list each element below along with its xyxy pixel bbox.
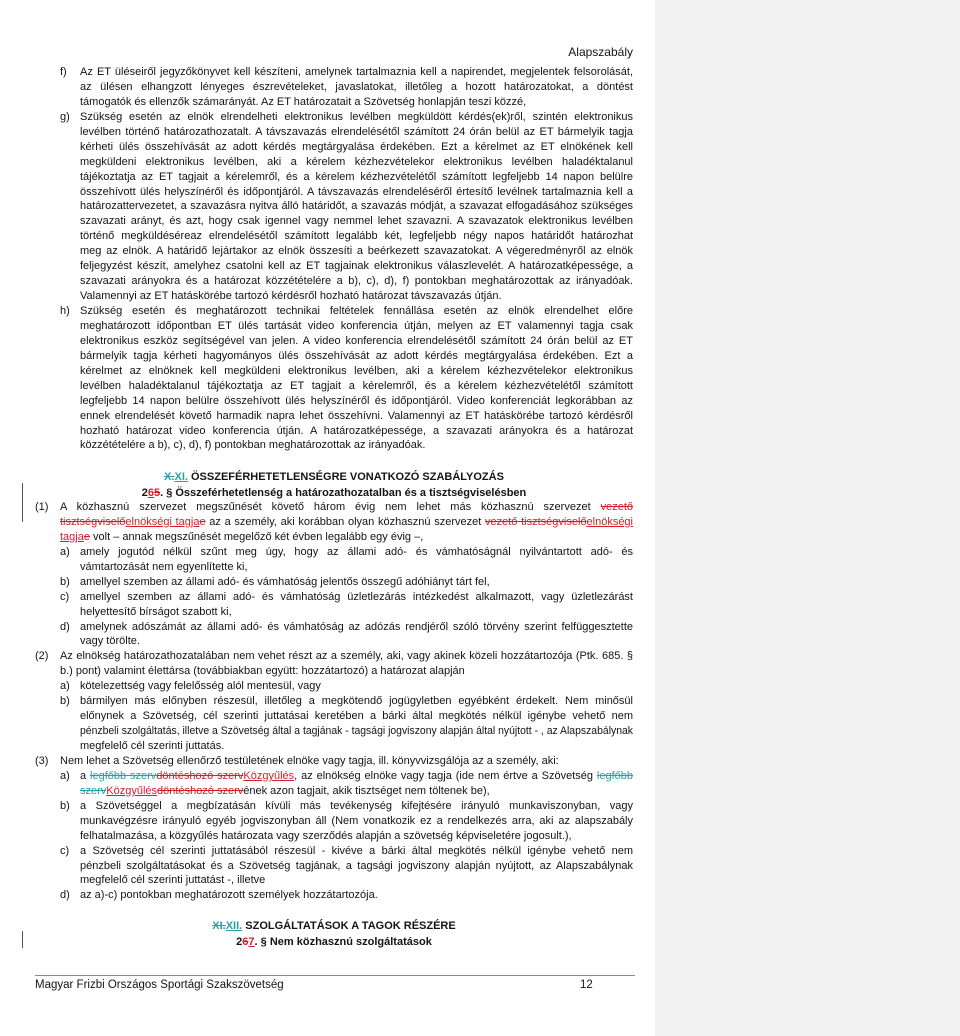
item-label: (2) bbox=[35, 650, 49, 663]
text-line bbox=[80, 364, 633, 379]
deleted-text: 5 bbox=[153, 487, 161, 499]
text-run: 2 bbox=[141, 487, 148, 499]
item-label: b) bbox=[60, 799, 70, 812]
section-heading bbox=[35, 935, 633, 950]
line-text: meghatározott időpontban ET ülés tartását video konferencia útján, melyen az ET valamennyi tagja csak bbox=[80, 319, 633, 332]
comment-pane bbox=[655, 0, 960, 1036]
line-text: Az elnökség határozathozatalában nem vehet részt az a személy, aki, vagy akinek közeli hozzátartozója (Ptk. 685. § bbox=[60, 650, 633, 663]
text-line bbox=[80, 620, 633, 635]
line-text: Nem lehet a Szövetség ellenőrző testületének elnöke vagy tagja, ill. könyvvizsgálója az a személy, aki: bbox=[60, 754, 559, 767]
item-label: b) bbox=[60, 695, 70, 708]
deleted-text: döntéshozó szerv bbox=[157, 784, 244, 797]
line-text: kötelezettség vagy felelősség alól mentesül, vagy bbox=[80, 680, 321, 693]
text-line bbox=[80, 65, 633, 80]
text-line bbox=[80, 274, 633, 289]
text-line bbox=[80, 888, 633, 903]
text-line bbox=[80, 259, 633, 274]
item-label: (3) bbox=[35, 754, 49, 767]
inserted-text: XI. bbox=[174, 471, 188, 483]
line-text: amellyel szemben az állami adó- és vámhatóság üzletlezárás intézkedést alkalmazott, vagy üzletlezárást bbox=[80, 590, 633, 603]
line-text: vagy törölte. bbox=[80, 635, 140, 648]
text-line bbox=[60, 515, 633, 530]
text-line bbox=[80, 844, 633, 859]
text-line bbox=[80, 799, 633, 814]
text-line bbox=[80, 125, 633, 140]
text-run: volt – annak megszűnését megelőző két évben legalább egy évig –, bbox=[89, 530, 424, 543]
line-text: szavazati arányt, és azt, hogy csak igennel vagy nemmel lehet szavazni. A szavazatok elektronikus levélben bbox=[80, 215, 633, 228]
deleted-text: legfőbb bbox=[596, 769, 633, 782]
list-item bbox=[35, 545, 633, 575]
line-text: tájékoztatja az ET tagjait a kérelemről, és a kérelem kézhezvételétől számított legfeljebb 14 napon belülre bbox=[80, 170, 633, 183]
section-xi-body bbox=[35, 500, 633, 903]
line-text: legfeljebb 14 napon belülre összehívott ülés helyszínéről és időpontjáról. Video konferenciát legkorábban az bbox=[80, 394, 633, 407]
text-line bbox=[80, 859, 633, 874]
line-text: Szükség esetén és meghatározott technikai feltételek fennállása esetén az elnök elrendelhet előre bbox=[80, 305, 633, 317]
deleted-text: szerv bbox=[80, 784, 107, 797]
text-line bbox=[60, 649, 633, 664]
list-item bbox=[35, 304, 633, 453]
inserted-text: Közgyűlés bbox=[243, 769, 295, 782]
deleted-text: vezető bbox=[600, 501, 633, 513]
text-line bbox=[80, 95, 633, 110]
item-label: d) bbox=[60, 889, 70, 902]
item-label: c) bbox=[60, 590, 70, 603]
line-text bbox=[80, 769, 633, 784]
item-label: a) bbox=[60, 545, 70, 558]
text-line bbox=[80, 185, 633, 200]
line-text: előnynek a Szövetség, cél szerinti juttatásai keretében a bárki által megkötés nélkül igénybe vehető nem bbox=[80, 710, 633, 723]
deleted-text: XI. bbox=[212, 920, 226, 932]
text-line bbox=[80, 409, 633, 424]
text-line bbox=[80, 155, 633, 170]
line-text: szavazati arányokra és a határozat közzétételére a b), c), d), f) pontokban meghatározottak az irányadóak. bbox=[80, 275, 633, 288]
list-item bbox=[35, 769, 633, 799]
list-item bbox=[35, 694, 633, 754]
text-line bbox=[80, 679, 633, 694]
line-text: elektronikus eszköz segítségével van jelen. A video konferencia elrendelésétől számított 24 órán belül az ET bbox=[80, 334, 633, 347]
text-line bbox=[80, 379, 633, 394]
text-line bbox=[60, 500, 633, 515]
line-text: kérheti ülés összehívását az adott kérdés megtárgyalása érdekében. Ezt a kérelmet az ET elnökének kell bbox=[80, 140, 633, 153]
list-item bbox=[35, 679, 633, 694]
line-text: az ülésen elhangzott lényeges észrevételeket, javaslatokat, illetőleg a hozott határozatokat, a döntést bbox=[80, 80, 633, 93]
deleted-text: döntéshozó szerv bbox=[156, 769, 244, 782]
item-label: c) bbox=[60, 844, 70, 857]
text-line bbox=[80, 349, 633, 364]
deleted-text: 6 bbox=[242, 936, 249, 948]
item-label: f) bbox=[60, 66, 67, 78]
inserted-text: elnökségi bbox=[586, 515, 633, 528]
text-line bbox=[80, 873, 633, 888]
page-header: Alapszabály bbox=[568, 45, 633, 59]
inserted-text: 7 bbox=[248, 936, 255, 948]
list-item bbox=[35, 65, 633, 110]
line-text: Az ET üléseiről jegyzőkönyvet kell készíteni, amelynek tartalmaznia kell a napirendet, megjelentek felsorolását, bbox=[80, 66, 633, 78]
line-text: helyettesítő bírságot szabott ki, bbox=[80, 605, 232, 618]
text-line bbox=[80, 289, 633, 304]
line-text: amelynek adószámát az állami adó- és vámhatóság az adózás rendjéről szóló törvény szerint felfüggesztette bbox=[80, 620, 633, 633]
line-text bbox=[60, 500, 633, 515]
numbered-paragraph bbox=[35, 754, 633, 769]
text-run: 2 bbox=[236, 936, 243, 948]
text-line bbox=[80, 110, 633, 125]
text-line bbox=[80, 814, 633, 829]
line-text: meg az elnök. A határidő lejártakor az elnök összesíti a beérkezett szavazatokat. A végeredményről az elnök bbox=[80, 245, 633, 258]
line-text: Valamennyi az ET hatáskörébe tartozó kérdésről hozható határozat távszavazás útján. bbox=[80, 290, 502, 303]
deleted-text: tisztségviselő bbox=[60, 515, 126, 528]
line-text: bármilyen más előnyben részesül, illetőleg a megkötendő jogügyletben egyébként érdekelt. Nem minősül bbox=[80, 695, 633, 708]
text-line bbox=[80, 545, 633, 560]
revision-bar bbox=[22, 483, 23, 522]
line-text: levélben haladéktalanul tájékoztatja az ET tagjait a kérelemről, és a kérelem kézhezvételétől számított bbox=[80, 379, 633, 392]
section-continued-items bbox=[35, 65, 633, 453]
text-run: az a személy, aki korábban olyan közhasznú szervezet bbox=[205, 515, 485, 528]
text-line bbox=[80, 575, 633, 590]
line-text: kérelmet az elnöknek kell megküldeni elektronikus levélben, aki a kérelem kézhezvételekor elektronikus bbox=[80, 364, 633, 377]
line-text: támogatók és ellenzők számarányát. Az ET határozatait a Szövetség honlapján teszi közzé, bbox=[80, 95, 527, 108]
deleted-text: vezető tisztségviselő bbox=[485, 515, 587, 528]
line-text: a Szövetséggel a megbízatásán kívüli más tevékenység kifejtésére irányuló munkaviszonyban, vagy bbox=[80, 799, 633, 812]
numbered-paragraph bbox=[35, 500, 633, 545]
text-line bbox=[80, 590, 633, 605]
deleted-text: X. bbox=[164, 471, 175, 483]
line-text: az a)-c) pontokban meghatározott személyek hozzátartozója. bbox=[80, 889, 378, 902]
line-text: közzétételére a b), c), d), f) pontokban meghatározottak az irányadóak. bbox=[80, 439, 426, 452]
text-run: A közhasznú szervezet megszűnését követő három évig nem lehet más közhasznú szervezet bbox=[60, 501, 601, 513]
line-text: megfelelő cél szerinti juttatást -, illetve bbox=[80, 874, 266, 887]
text-line bbox=[80, 214, 633, 229]
line-text: munkavégzésre irányuló egyéb jogviszonyban áll (Nem vonatkozik ez a rendelkezés arra, aki az alapszabály bbox=[80, 814, 633, 827]
text-line bbox=[80, 724, 633, 739]
inserted-text: 6 bbox=[147, 487, 154, 499]
footer-page-number: 12 bbox=[580, 979, 593, 991]
text-line bbox=[80, 694, 633, 709]
text-line bbox=[80, 560, 633, 575]
revision-bar bbox=[22, 931, 23, 948]
item-label: b) bbox=[60, 575, 70, 588]
list-item bbox=[35, 110, 633, 304]
text-line bbox=[80, 829, 633, 844]
item-label: g) bbox=[60, 110, 70, 123]
line-text: ennek elrendelését követő harmadik napra lehet összehívni. Valamennyi az ET hatáskörébe tartozó kérdésről bbox=[80, 409, 633, 422]
footer-rule bbox=[35, 975, 635, 976]
list-item bbox=[35, 590, 633, 620]
text-line bbox=[80, 140, 633, 155]
deleted-text: e bbox=[199, 515, 206, 528]
line-text: levélben történő határozathozatalt. A távszavazás elrendelésétől számított 24 órán belül az ET bármelyik tagja bbox=[80, 125, 633, 138]
line-text: Szükség esetén az elnök elrendelheti elektronikus levélben megküldött kérdés(ek)ről, szintén elektronikus bbox=[80, 110, 633, 123]
line-text: összehívott ülés helyszínéről és időpontjáról. A távszavazás elrendeléséről értesítő levélnek tartalmaznia kell a bbox=[80, 185, 633, 198]
chapter-heading bbox=[35, 470, 633, 486]
line-text: a Szövetség cél szerinti juttatásából részesül - kivéve a bárki által megkötés nélkül igénybe vehető nem bbox=[80, 844, 633, 857]
text-run: ÖSSZEFÉRHETETLENSÉGRE VONATKOZÓ SZABÁLYOZÁS bbox=[187, 471, 504, 483]
text-line bbox=[60, 664, 633, 679]
text-run: . § Összeférhetetlenség a határozathozatalban és a tisztségviselésben bbox=[160, 487, 527, 499]
line-text: b.) pont) valamint élettársa (továbbiakban együtt: hozzátartozó) a határozat alapján bbox=[60, 665, 465, 678]
text-run: . § Nem közhasznú szolgáltatások bbox=[254, 936, 432, 948]
numbered-paragraph bbox=[35, 649, 633, 679]
line-text bbox=[60, 515, 633, 530]
line-text: bármelyik tagja kérheti hagyományos ülés összehívását az adott kérdés megtárgyalása érdekében. Ezt a bbox=[80, 349, 633, 362]
line-text: felhatalmazása, a közgyűlés határozata vagy szerződés alapján a szövetség képviseletére jogosult.), bbox=[80, 829, 572, 842]
text-line bbox=[80, 319, 633, 334]
item-label: h) bbox=[60, 305, 70, 317]
item-label: (1) bbox=[35, 501, 49, 513]
section-xii-heading bbox=[35, 919, 633, 950]
section-heading bbox=[35, 486, 633, 501]
line-text: megfelelő cél szerinti juttatás. bbox=[80, 740, 225, 752]
text-line bbox=[60, 530, 633, 545]
text-line bbox=[80, 784, 633, 799]
inserted-text: tagja bbox=[60, 530, 84, 543]
text-run: a bbox=[80, 769, 91, 782]
text-line bbox=[80, 739, 633, 754]
line-text: pénzbeli szolgáltatásokat és a Szövetség tagjának, a tagsági jogviszony alapján nyújtott, az Alapszabálynak bbox=[80, 859, 633, 872]
list-item bbox=[35, 888, 633, 903]
list-item bbox=[35, 799, 633, 844]
line-text: pénzbeli szolgáltatás, illetve a Szövetség által a tagjának - tagsági jogviszony alapján által nyújtott - , az Alapszabálynak bbox=[80, 725, 633, 738]
inserted-text: XII. bbox=[225, 920, 243, 932]
inserted-text: Közgyűlés bbox=[106, 784, 158, 797]
text-line bbox=[80, 769, 633, 784]
line-text bbox=[80, 784, 490, 799]
line-text: történő megküldéséreaz elrendelésétől számított legalább két, legfeljebb négy napos határidőt határozhat bbox=[80, 230, 633, 243]
line-text: feljegyzést készít, amelyhez csatolni kell az ET tagjainak elektronikus válaszlevelét. A határozatképessége, a bbox=[80, 260, 633, 273]
text-line bbox=[80, 199, 633, 214]
line-text: hozható határozat video konferencia útján. A határozatképessége, a szavazati arányokra és a határozat bbox=[80, 424, 633, 437]
text-line bbox=[80, 424, 633, 439]
list-item bbox=[35, 620, 633, 650]
line-text: megküldeni elektronikus levélben, aki a kérelem kézhezvételekor elektronikus levélben haladéktalanul bbox=[80, 155, 633, 168]
text-line bbox=[80, 80, 633, 95]
text-line bbox=[80, 605, 633, 620]
line-text: amely jogutód nélkül szűnt meg úgy, hogy az állami adó- és vámhatóságnál nyilvántartott adó- és bbox=[80, 545, 633, 558]
line-text: határozattervezetet, a szavazásra nyitva álló határidőt, a szavazás módját, a szavazat elfogadásához szükséges bbox=[80, 200, 633, 213]
text-line bbox=[60, 754, 633, 769]
section-xi-heading bbox=[35, 470, 633, 501]
footer-organization: Magyar Frizbi Országos Sportági Szakszövetség bbox=[35, 979, 284, 991]
chapter-heading bbox=[35, 919, 633, 935]
line-text bbox=[60, 530, 423, 545]
item-label: a) bbox=[60, 769, 70, 782]
text-run: ének azon tagjait, akik tisztséget nem töltenek be), bbox=[243, 784, 490, 797]
inserted-text: elnökségi tagja bbox=[125, 515, 200, 528]
text-line bbox=[80, 244, 633, 259]
text-line bbox=[80, 634, 633, 649]
text-line bbox=[80, 334, 633, 349]
deleted-text: e bbox=[83, 530, 90, 543]
text-line bbox=[80, 304, 633, 319]
text-run: , az elnökség elnöke vagy tagja (ide nem értve a Szövetség bbox=[294, 769, 597, 782]
text-line bbox=[80, 394, 633, 409]
text-line bbox=[80, 438, 633, 453]
deleted-text: legfőbb szerv bbox=[90, 769, 157, 782]
text-line bbox=[80, 709, 633, 724]
text-line bbox=[80, 229, 633, 244]
list-item bbox=[35, 575, 633, 590]
list-item bbox=[35, 844, 633, 889]
text-run: SZOLGÁLTATÁSOK A TAGOK RÉSZÉRE bbox=[242, 920, 456, 932]
line-text: vámtartozását nem egyenlítette ki, bbox=[80, 560, 248, 573]
item-label: d) bbox=[60, 620, 70, 633]
text-line bbox=[80, 170, 633, 185]
item-label: a) bbox=[60, 680, 70, 693]
line-text: amellyel szemben az állami adó- és vámhatóság jelentős összegű adóhiányt tárt fel, bbox=[80, 575, 490, 588]
